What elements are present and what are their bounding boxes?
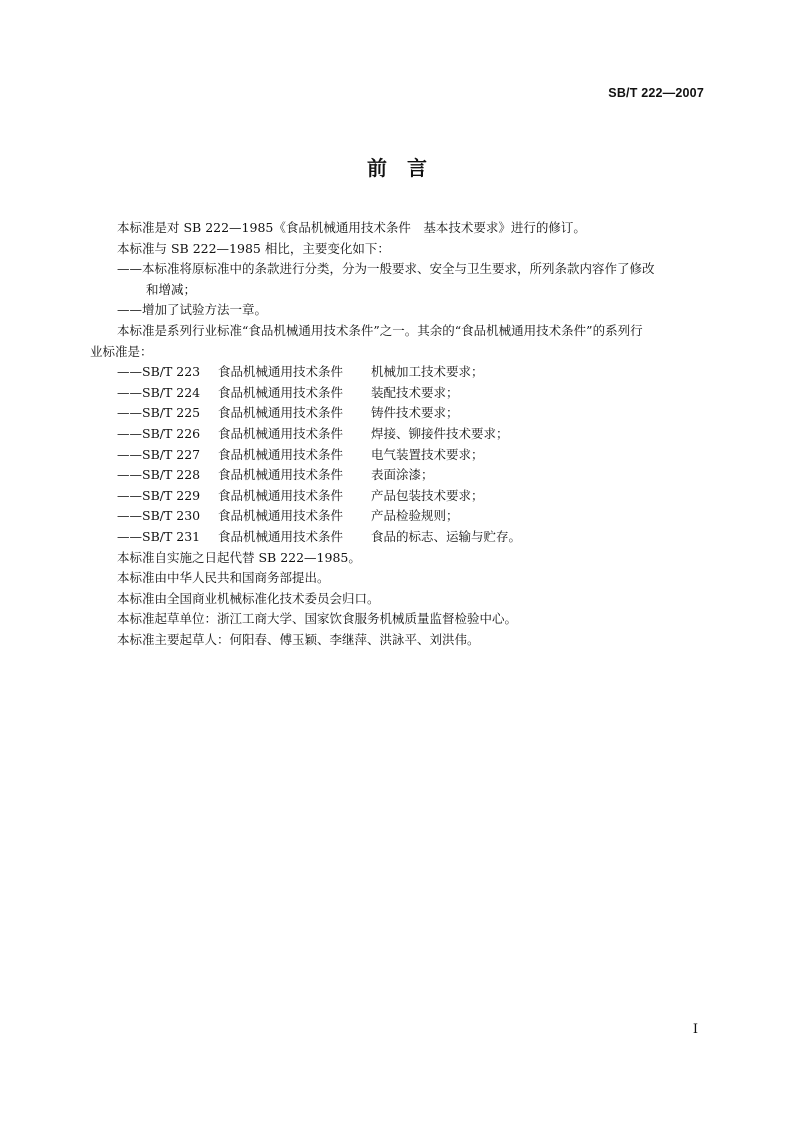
list-item-specific-title: 机械加工技术要求； — [371, 364, 484, 380]
page-number: I — [692, 1022, 698, 1037]
list-item — [90, 403, 710, 424]
paragraph-proposed-by: 本标准由中华人民共和国商务部提出。 — [117, 570, 330, 586]
list-item — [90, 362, 710, 383]
list-item-code: ——SB/T 225 — [117, 405, 201, 421]
list-item-specific-title: 电气装置技术要求； — [371, 446, 484, 462]
series-list — [90, 362, 710, 547]
foreword-body — [90, 218, 710, 650]
list-item — [90, 445, 710, 466]
list-item-general-title: 食品机械通用技术条件 — [218, 425, 344, 441]
list-item-general-title: 食品机械通用技术条件 — [218, 384, 344, 400]
list-item-general-title: 食品机械通用技术条件 — [218, 405, 344, 421]
paragraph-series-intro: 本标准是系列行业标准“食品机械通用技术条件”之一。其余的“食品机械通用技术条件”的系列行 — [117, 322, 643, 338]
list-item-specific-title: 铸件技术要求； — [371, 405, 459, 421]
list-item-code: ——SB/T 227 — [117, 446, 201, 462]
list-item-specific-title: 产品检验规则； — [371, 508, 459, 524]
list-item — [90, 486, 710, 507]
paragraph-drafters: 本标准主要起草人：何阳春、傅玉颖、李继萍、洪詠平、刘洪伟。 — [117, 631, 480, 647]
list-item-code: ——SB/T 224 — [117, 384, 201, 400]
paragraph-series-intro-continued: 业标准是： — [90, 343, 153, 359]
list-item — [90, 383, 710, 404]
list-item-code: ——SB/T 231 — [117, 528, 201, 544]
list-item-general-title: 食品机械通用技术条件 — [218, 487, 344, 503]
list-item-code: ——SB/T 230 — [117, 508, 201, 524]
list-item — [90, 506, 710, 527]
list-item-specific-title: 装配技术要求； — [371, 384, 459, 400]
paragraph-changes-intro: 本标准与 SB 222—1985 相比，主要变化如下： — [117, 240, 390, 256]
list-item-code: ——SB/T 226 — [117, 425, 201, 441]
list-item-code: ——SB/T 228 — [117, 467, 201, 483]
list-item-general-title: 食品机械通用技术条件 — [218, 446, 344, 462]
paragraph-drafting-units: 本标准起草单位：浙江工商大学、国家饮食服务机械质量监督检验中心。 — [117, 611, 518, 627]
paragraph-replaces: 本标准自实施之日起代替 SB 222—1985。 — [117, 549, 361, 565]
list-item-general-title: 食品机械通用技术条件 — [218, 528, 344, 544]
page-title: 前 言 — [367, 156, 427, 180]
list-item-specific-title: 产品包装技术要求； — [371, 487, 484, 503]
list-item-specific-title: 表面涂漆； — [371, 467, 434, 483]
change-item-1-continued: 和增减； — [146, 281, 197, 297]
list-item-general-title: 食品机械通用技术条件 — [218, 467, 344, 483]
change-item-1: ——本标准将原标准中的条款进行分类，分为一般要求、安全与卫生要求，所列条款内容作了修改 — [117, 261, 655, 277]
list-item-general-title: 食品机械通用技术条件 — [218, 364, 344, 380]
standard-code: SB/T 222—2007 — [608, 86, 704, 100]
list-item-code: ——SB/T 229 — [117, 487, 201, 503]
change-item-2: ——增加了试验方法一章。 — [117, 302, 268, 318]
list-item-general-title: 食品机械通用技术条件 — [218, 508, 344, 524]
paragraph-managed-by: 本标准由全国商业机械标准化技术委员会归口。 — [117, 590, 380, 606]
paragraph-revision: 本标准是对 SB 222—1985《食品机械通用技术条件 基本技术要求》进行的修订。 — [117, 220, 586, 235]
list-item-specific-title: 食品的标志、运输与贮存。 — [371, 528, 522, 544]
list-item-code: ——SB/T 223 — [117, 364, 201, 380]
list-item — [90, 424, 710, 445]
list-item-specific-title: 焊接、铆接件技术要求； — [371, 425, 509, 441]
list-item — [90, 527, 710, 548]
list-item — [90, 465, 710, 486]
